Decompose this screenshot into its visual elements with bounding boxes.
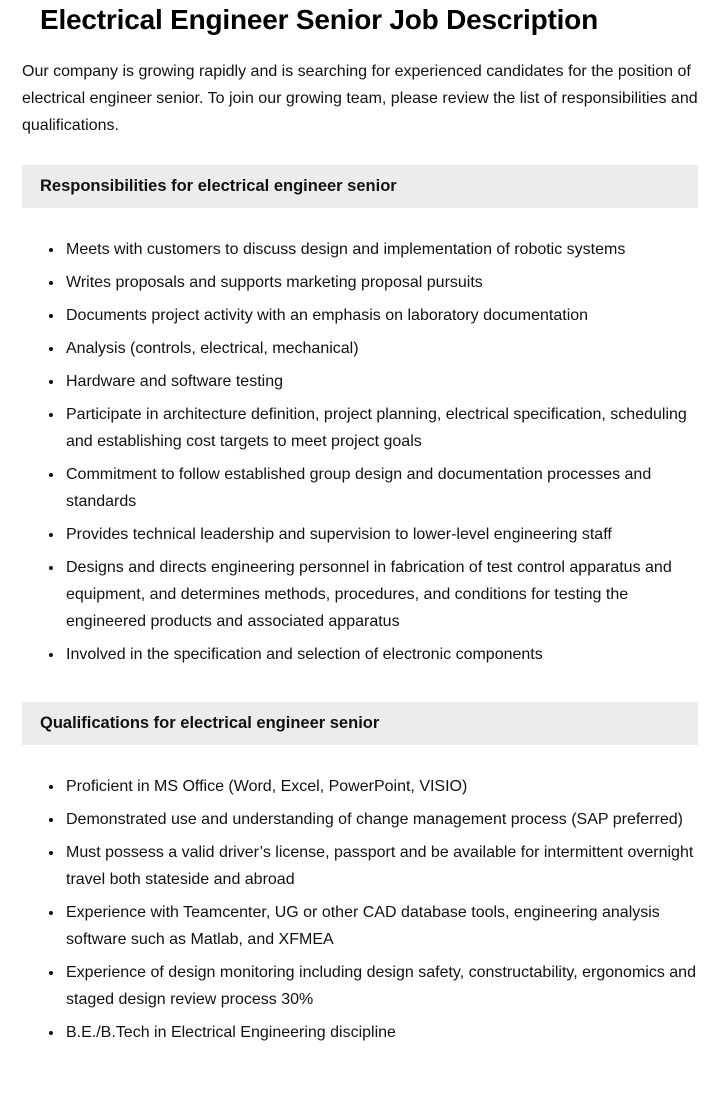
list-item: • Meets with customers to discuss design and implementation of robotic systems bbox=[64, 236, 698, 263]
list-item: • B.E./B.Tech in Electrical Engineering discipline bbox=[64, 1019, 698, 1046]
list-item: • Commitment to follow established group design and documentation processes and standards bbox=[64, 461, 698, 515]
list-item: • Analysis (controls, electrical, mechanical) bbox=[64, 335, 698, 362]
list-item: • Experience of design monitoring including design safety, constructability, ergonomics and staged design review process 30% bbox=[64, 959, 698, 1013]
intro-paragraph: Our company is growing rapidly and is searching for experienced candidates for the position of electrical engineer senior. To join our growing team, please review the list of responsibilities and qualifications. bbox=[22, 63, 698, 134]
list-item: • Documents project activity with an emphasis on laboratory documentation bbox=[64, 302, 698, 329]
list-item: • Experience with Teamcenter, UG or other CAD database tools, engineering analysis software such as Matlab, and XFMEA bbox=[64, 899, 698, 953]
list-item: • Must possess a valid driver’s license, passport and be available for intermittent overnight travel both stateside and abroad bbox=[64, 839, 698, 893]
list-item: • Participate in architecture definition, project planning, electrical specification, scheduling and establishing cost targets to meet project goals bbox=[64, 401, 698, 455]
list-item: • Hardware and software testing bbox=[64, 368, 698, 395]
list-item: • Provides technical leadership and supervision to lower-level engineering staff bbox=[64, 521, 698, 548]
responsibilities-section-header bbox=[22, 165, 698, 208]
responsibilities-heading: Responsibilities for electrical engineer senior bbox=[40, 177, 397, 195]
qualifications-heading: Qualifications for electrical engineer senior bbox=[40, 714, 380, 732]
page-title: Electrical Engineer Senior Job Description bbox=[40, 4, 598, 35]
responsibilities-list bbox=[22, 236, 698, 668]
list-item: • Demonstrated use and understanding of change management process (SAP preferred) bbox=[64, 806, 698, 833]
list-item: • Proficient in MS Office (Word, Excel, PowerPoint, VISIO) bbox=[64, 773, 698, 800]
qualifications-list bbox=[22, 773, 698, 1046]
list-item: • Designs and directs engineering personnel in fabrication of test control apparatus and equipment, and determines methods, procedures, and conditions for testing the engineered products and associated apparatus bbox=[64, 554, 698, 635]
list-item: • Involved in the specification and selection of electronic components bbox=[64, 641, 698, 668]
qualifications-section-header bbox=[22, 702, 698, 745]
list-item: • Writes proposals and supports marketing proposal pursuits bbox=[64, 269, 698, 296]
